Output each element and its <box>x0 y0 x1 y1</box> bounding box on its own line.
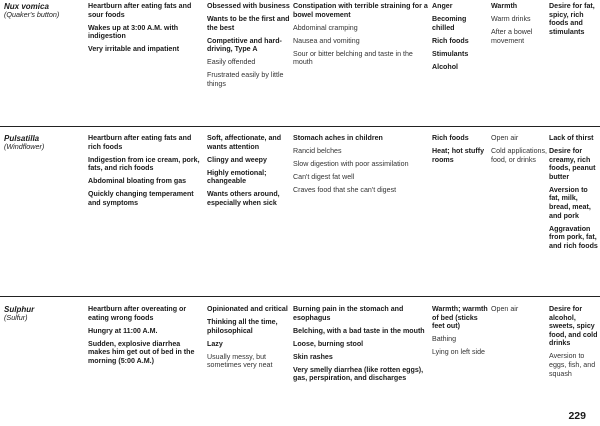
symptom-entry: Bathing <box>432 335 457 344</box>
remedy-cell <box>4 134 84 152</box>
symptom-entry: Wants to be the first and the best <box>207 14 290 32</box>
symptom-entry: Desire for alcohol, sweets, spicy food, and cold drinks <box>549 305 598 348</box>
symptom-entry: Obsessed with business <box>207 2 290 10</box>
symptom-entry: Soft, affectionate, and wants attention <box>207 134 282 151</box>
symptom-entry: Frustrated easily by little things <box>207 71 284 88</box>
symptom-entry: Wakes up at 3:00 A.M. with indigestion <box>88 23 179 41</box>
symptom-entry: Becoming chilled <box>432 14 467 32</box>
food-desires-cell <box>549 2 599 41</box>
symptom-entry: Heartburn after eating fats and rich foods <box>88 134 192 151</box>
symptom-entry: Constipation with terrible straining for a bowel movement <box>293 2 428 19</box>
symptom-entry: Heartburn after overeating or eating wrong foods <box>88 305 187 322</box>
table-row-nux-vomica <box>0 2 600 120</box>
symptom-entry: Heat; hot stuffy rooms <box>432 146 485 164</box>
symptom-entry: Sudden, explosive diarrhea makes him get out of bed in the morning (5:00 A.M.) <box>88 339 195 365</box>
symptom-entry: Warmth; warmth of bed (sticks feet out) <box>432 305 488 331</box>
symptom-entry: Lying on left side <box>432 348 485 357</box>
symptom-entry: Aversion to eggs, fish, and squash <box>549 352 596 378</box>
symptom-entry: Desire for fat, spicy, rich foods and stimulants <box>549 2 595 36</box>
remedy-common-name: (Sulfur) <box>4 313 28 322</box>
row-divider <box>0 296 600 297</box>
row-divider <box>0 126 600 127</box>
symptom-entry: Nausea and vomiting <box>293 36 360 45</box>
symptom-entry: Highly emotional; changeable <box>207 168 267 186</box>
food-desires-cell <box>549 305 599 383</box>
symptom-entry: Rich foods <box>432 36 469 45</box>
symptom-entry: Belching, with a bad taste in the mouth <box>293 326 425 335</box>
remedy-common-name: (Windflower) <box>4 142 45 151</box>
symptom-entry: Competitive and hard-driving, Type A <box>207 36 282 54</box>
symptom-entry: Rancid belches <box>293 146 342 155</box>
physical-symptoms-cell <box>293 2 430 71</box>
worse-from-cell <box>432 305 490 361</box>
symptom-entry: Alcohol <box>432 62 459 71</box>
symptom-entry: Aversion to fat, milk, bread, meat, and pork <box>549 185 591 220</box>
symptom-entry: Thinking all the time, philosophical <box>207 317 278 335</box>
symptom-entry: Cold applications, food, or drinks <box>491 146 547 164</box>
better-from-cell <box>491 2 547 50</box>
worse-from-cell <box>432 2 490 76</box>
symptom-entry: Desire for creamy, rich foods, peanut butter <box>549 146 596 181</box>
table-row-sulphur <box>0 305 600 425</box>
mental-symptoms-cell <box>207 2 290 93</box>
food-desires-cell <box>549 134 599 255</box>
symptom-entry: Heartburn after eating fats and sour foods <box>88 2 192 19</box>
symptom-entry: Loose, burning stool <box>293 339 364 348</box>
symptom-entry: Abdominal cramping <box>293 23 358 32</box>
symptom-entry: Quickly changing temperament and symptoms <box>88 190 194 207</box>
symptom-entry: Very irritable and impatient <box>88 45 180 54</box>
symptom-entry: Stimulants <box>432 49 469 58</box>
remedy-name: Nux vomica <box>4 2 49 11</box>
symptom-entry: Skin rashes <box>293 352 333 361</box>
symptom-entry: Slow digestion with poor assimilation <box>293 159 409 168</box>
symptom-entry: Burning pain in the stomach and esophagus <box>293 305 404 322</box>
physical-symptoms-cell <box>293 134 430 199</box>
better-from-cell <box>491 305 547 318</box>
symptom-entry: Opinionated and critical <box>207 305 288 313</box>
symptom-entry: Warmth <box>491 2 518 10</box>
remedy-name: Pulsatilla <box>4 134 40 143</box>
worse-from-cell <box>432 134 490 169</box>
table-row-pulsatilla <box>0 134 600 294</box>
symptom-entry: Clingy and weepy <box>207 155 267 164</box>
symptom-entry: Abdominal bloating from gas <box>88 177 187 186</box>
symptom-entry: Easily offended <box>207 58 256 67</box>
symptom-entry: Stomach aches in children <box>293 134 383 142</box>
physical-symptoms-cell <box>293 305 430 387</box>
symptom-entry: Indigestion from ice cream, pork, fats, and rich foods <box>88 155 200 173</box>
better-from-cell <box>491 134 547 169</box>
symptom-entry: Anger <box>432 2 453 10</box>
digestive-symptoms-cell <box>88 134 202 212</box>
symptom-entry: Lack of thirst <box>549 134 594 142</box>
symptom-entry: Warm drinks <box>491 14 531 23</box>
symptom-entry: Craves food that she can't digest <box>293 185 397 194</box>
symptom-entry: Hungry at 11:00 A.M. <box>88 326 158 335</box>
mental-symptoms-cell <box>207 134 290 212</box>
symptom-entry: Sour or bitter belching and taste in the mouth <box>293 49 413 67</box>
symptom-entry: Lazy <box>207 339 223 348</box>
symptom-entry: Aggravation from pork, fat, and rich foods <box>549 224 598 250</box>
mental-symptoms-cell <box>207 305 290 374</box>
symptom-entry: Open air <box>491 305 519 313</box>
symptom-entry: Wants others around, especially when sick <box>207 190 280 207</box>
symptom-entry: Rich foods <box>432 134 469 142</box>
symptom-entry: Very smelly diarrhea (like rotten eggs), gas, perspiration, and discharges <box>293 365 424 383</box>
symptom-entry: After a bowel movement <box>491 27 533 45</box>
remedy-cell <box>4 305 84 323</box>
remedy-cell <box>4 2 84 20</box>
page-number: 229 <box>568 410 586 422</box>
digestive-symptoms-cell <box>88 2 202 58</box>
symptom-entry: Usually messy, but sometimes very neat <box>207 352 273 370</box>
digestive-symptoms-cell <box>88 305 202 370</box>
symptom-entry: Can't digest fat well <box>293 172 355 181</box>
symptom-entry: Open air <box>491 134 519 142</box>
remedy-name: Sulphur <box>4 305 35 314</box>
remedy-common-name: (Quaker's button) <box>4 10 60 19</box>
